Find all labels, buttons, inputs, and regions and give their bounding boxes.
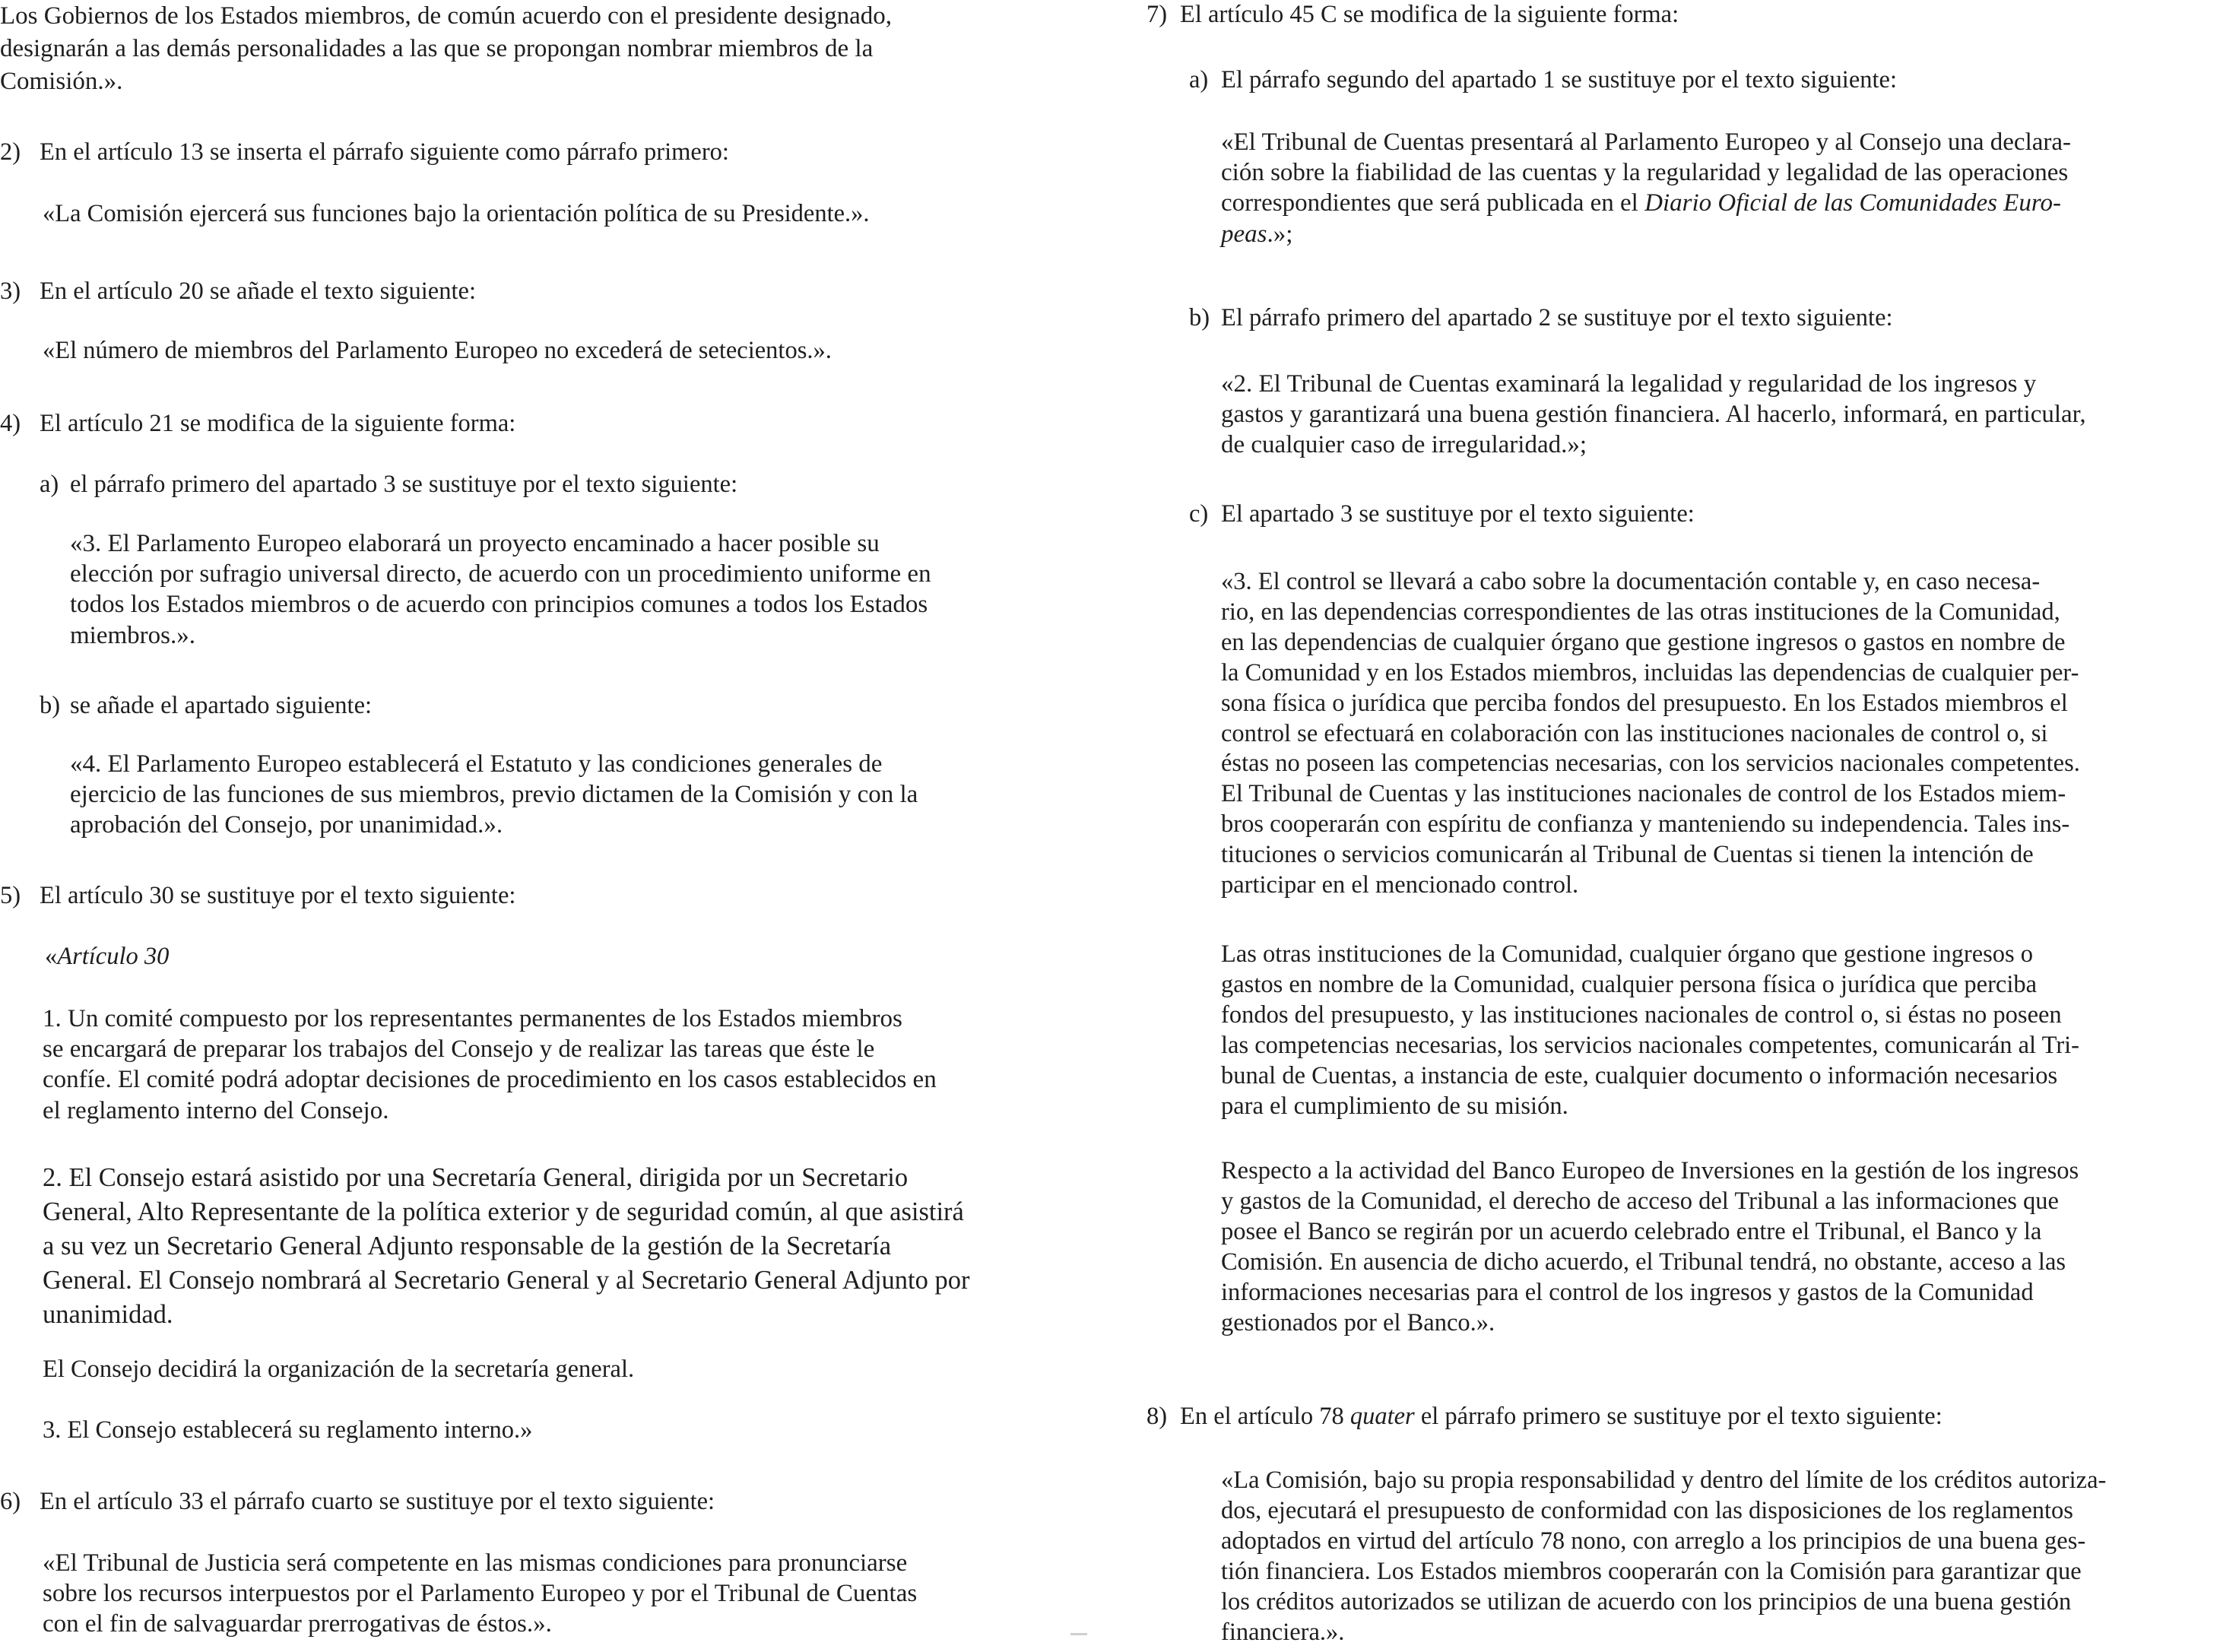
article-30-paragraph-3: El Consejo decidirá la organización de la secretaría general.: [43, 1356, 635, 1383]
item-7b-quote: «2. El Tribunal de Cuentas examinará la legalidad y regularidad de los ingresos y gastos y garantizará una buena gestión financiera. Al hacerlo, informará, en particular, de cualquier caso de irregularidad.»;: [1221, 370, 2086, 459]
item-7a-quote-end: .»;: [1267, 220, 1293, 248]
item-8-text-end: el párrafo primero se sustituye por el texto siguiente:: [1414, 1403, 1942, 1430]
item-8-text: [1180, 1402, 1942, 1432]
item-6-quote: «El Tribunal de Justicia será competente en las mismas condiciones para pronunciarse sobre los recursos interpuestos por el Parlamento Europeo y por el Tribunal de Cuentas con el fin de salvaguardar prerrogativas de éstos.».: [43, 1549, 918, 1638]
item-6-number: 6): [0, 1488, 21, 1515]
item-4a-quote: «3. El Parlamento Europeo elaborará un proyecto encaminado a hacer posible su elección por sufragio universal directo, de acuerdo con un procedimiento uniforme en todos los Estados miembros o de acuerdo con principios comunes a todos los Estados miembros.».: [70, 530, 931, 649]
item-4-text: El artículo 21 se modifica de la siguiente forma:: [40, 410, 516, 437]
item-4b-text: se añade el apartado siguiente:: [70, 692, 373, 719]
item-7a-letter: a): [1189, 66, 1209, 94]
item-7a-quote-start: «El Tribunal de Cuentas presentará al Parlamento Europeo y al Consejo una declara- ción sobre la fiabilidad de las cuentas y la regularidad y legalidad de las operaciones correspondientes que será publicada en el: [1221, 128, 2072, 217]
item-7a-text: El párrafo segundo del apartado 1 se sustituye por el texto siguiente:: [1221, 66, 1897, 94]
article-30-paragraph-4: 3. El Consejo establecerá su reglamento interno.»: [43, 1416, 533, 1444]
item-7c-paragraph-1: «3. El control se llevará a cabo sobre la documentación contable y, en caso necesa- rio, en las dependencias correspondientes de las otras instituciones de la Comunidad, en las dependencias de cualquier órgano que gestione ingresos o gastos en nombre de la Comunidad y en los Estados miembros, incluidas las dependencias de cualquier per- sona física o jurídica que perciba fondos del presupuesto. En los Estados miembros el control se efectuará en colaboración con las instituciones nacionales de control o, si éstas no poseen las competencias necesarias, con los servicios nacionales competentes. El Tribunal de Cuentas y las instituciones nacionales de control de los Estados miem- bros cooperarán con espíritu de confianza y manteniendo su independencia. Tales ins- tituciones o servicios comunicarán al Tribunal de Cuentas si tienen la intención de participar en el mencionado control.: [1221, 568, 2080, 899]
item-7c-text: El apartado 3 se sustituye por el texto siguiente:: [1221, 500, 1695, 528]
page-mark: [1070, 1633, 1087, 1635]
item-4-number: 4): [0, 410, 21, 437]
item-7b-text: El párrafo primero del apartado 2 se sustituye por el texto siguiente:: [1221, 304, 1893, 331]
item-4a-text: el párrafo primero del apartado 3 se sustituye por el texto siguiente:: [70, 471, 738, 498]
item-7c-paragraph-3: Respecto a la actividad del Banco Europeo de Inversiones en la gestión de los ingresos y gastos de la Comunidad, el derecho de acceso del Tribunal a las informaciones que posee el Banco se regirán por un acuerdo celebrado entre el Tribunal, el Banco y la Comisión. En ausencia de dicho acuerdo, el Tribunal tendrá, no obstante, acceso a las informaciones necesarias para el control de los ingresos y gastos de la Comunidad gestionados por el Banco.».: [1221, 1157, 2079, 1337]
item-4b-quote: «4. El Parlamento Europeo establecerá el Estatuto y las condiciones generales de ejercicio de las funciones de sus miembros, previo dictamen de la Comisión y con la aprobación del Consejo, por unanimidad.».: [70, 750, 918, 839]
item-7-number: 7): [1146, 1, 1168, 28]
item-7c-letter: c): [1189, 500, 1209, 528]
article-30-heading: [45, 942, 169, 972]
item-7a-quote-journal-title: Diario Oficial de las Comunidades Euro- peas: [1221, 189, 2061, 248]
article-30-heading-title: Artículo 30: [57, 943, 170, 970]
item-7a-quote: [1221, 127, 2220, 249]
item-8-text-article-suffix: quater: [1349, 1403, 1415, 1430]
item-8-number: 8): [1146, 1403, 1168, 1430]
item-3-number: 3): [0, 277, 21, 305]
item-5-number: 5): [0, 882, 21, 909]
item-7c-paragraph-2: Las otras instituciones de la Comunidad, cualquier órgano que gestione ingresos o gastos en nombre de la Comunidad, cualquier persona física o jurídica que perciba fondos del presupuesto, y las instituciones nacionales de control o, si éstas no poseen las competencias necesarias, los servicios nacionales competentes, comunicarán al Tri- bunal de Cuentas, a instancia de este, cualquier documento o información necesarios para el cumplimiento de su misión.: [1221, 940, 2079, 1120]
item-7b-letter: b): [1189, 304, 1210, 331]
item-8-quote: «La Comisión, bajo su propia responsabilidad y dentro del límite de los créditos autoriza- dos, ejecutará el presupuesto de conformidad con las disposiciones de los reglamentos adoptados en virtud del artículo 78 nono, con arreglo a los principios de una buena ges- tión financiera. Los Estados miembros cooperarán con la Comisión para garantizar que los créditos autorizados se utilizan de acuerdo con los principios de una buena gestión financiera.».: [1221, 1467, 2107, 1646]
item-3-quote: «El número de miembros del Parlamento Europeo no excederá de setecientos.».: [43, 337, 832, 364]
item-2-number: 2): [0, 138, 21, 166]
item-3-text: En el artículo 20 se añade el texto siguiente:: [40, 277, 476, 305]
item-2-text: En el artículo 13 se inserta el párrafo siguiente como párrafo primero:: [40, 138, 729, 166]
intro-paragraph: Los Gobiernos de los Estados miembros, de común acuerdo con el presidente designado, designarán a las demás personalidades a las que se propongan nombrar miembros de la Comisión.».: [0, 2, 893, 96]
item-8-text-start: En el artículo 78: [1180, 1403, 1350, 1430]
article-30-heading-open-quote: «: [45, 943, 58, 970]
article-30-paragraph-2: 2. El Consejo estará asistido por una Secretaría General, dirigida por un Secretario General, Alto Representante de la política exterior y de seguridad común, al que asistirá a su vez un Secretario General Adjunto responsable de la gestión de la Secretaría General. El Consejo nombrará al Secretario General y al Secretario General Adjunto por unanimidad.: [43, 1163, 970, 1329]
item-7-text: El artículo 45 C se modifica de la siguiente forma:: [1180, 1, 1679, 28]
item-2-quote: «La Comisión ejercerá sus funciones bajo la orientación política de su Presidente.».: [43, 200, 870, 227]
item-6-text: En el artículo 33 el párrafo cuarto se sustituye por el texto siguiente:: [40, 1488, 715, 1515]
item-5-text: El artículo 30 se sustituye por el texto siguiente:: [40, 882, 516, 909]
item-4a-letter: a): [40, 471, 59, 498]
article-30-paragraph-1: 1. Un comité compuesto por los representantes permanentes de los Estados miembros se encargará de preparar los trabajos del Consejo y de realizar las tareas que éste le confíe. El comité podrá adoptar decisiones de procedimiento en los casos establecidos en el reglamento interno del Consejo.: [43, 1005, 937, 1124]
item-4b-letter: b): [40, 692, 61, 719]
